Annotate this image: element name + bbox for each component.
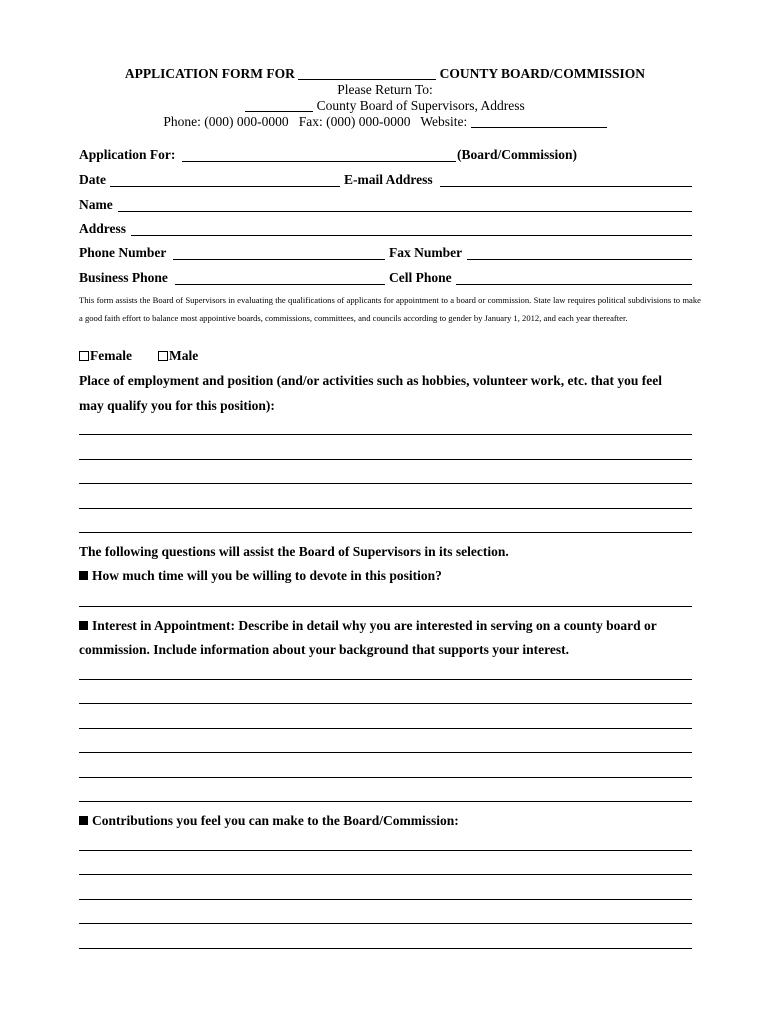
interest-question-line1 bbox=[79, 618, 657, 634]
phone-text: Phone: (000) 000-0000 bbox=[163, 114, 289, 129]
phone-number-field[interactable] bbox=[173, 259, 385, 260]
bullet-square-icon bbox=[79, 816, 88, 825]
gender-female-option[interactable] bbox=[79, 348, 132, 364]
contributions-question-text: Contributions you feel you can make to the Board/Commission: bbox=[92, 813, 459, 828]
form-title-prefix: APPLICATION FORM FOR bbox=[124, 66, 295, 81]
bullet-square-icon bbox=[79, 571, 88, 580]
fax-number-field[interactable] bbox=[467, 259, 692, 260]
contributions-answer-line[interactable] bbox=[79, 923, 692, 924]
employment-prompt-line2: may qualify you for this position): bbox=[79, 398, 275, 413]
contact-line bbox=[0, 114, 770, 130]
fax-text: Fax: (000) 000-0000 bbox=[298, 114, 411, 129]
gender-male-option[interactable] bbox=[158, 348, 198, 364]
cell-phone-label: Cell Phone bbox=[389, 270, 452, 285]
contributions-answer-line[interactable] bbox=[79, 948, 692, 949]
name-field[interactable] bbox=[118, 211, 692, 212]
bullet-square-icon bbox=[79, 621, 88, 630]
male-label: Male bbox=[169, 348, 199, 363]
return-address-line bbox=[0, 98, 770, 114]
email-label: E-mail Address bbox=[344, 172, 433, 187]
address-label: Address bbox=[79, 221, 127, 236]
fax-number-label: Fax Number bbox=[389, 245, 463, 260]
interest-answer-line[interactable] bbox=[79, 777, 692, 778]
name-label: Name bbox=[79, 197, 113, 212]
form-title bbox=[0, 66, 770, 82]
contributions-question bbox=[79, 813, 459, 829]
email-field[interactable] bbox=[440, 186, 692, 187]
interest-answer-line[interactable] bbox=[79, 752, 692, 753]
employment-answer-line[interactable] bbox=[79, 532, 692, 533]
cell-phone-field[interactable] bbox=[456, 284, 692, 285]
address-field[interactable] bbox=[131, 235, 692, 236]
phone-number-label: Phone Number bbox=[79, 245, 167, 260]
form-title-suffix: COUNTY BOARD/COMMISSION bbox=[439, 66, 646, 81]
interest-answer-line[interactable] bbox=[79, 801, 692, 802]
business-phone-label: Business Phone bbox=[79, 270, 168, 285]
female-label: Female bbox=[90, 348, 132, 363]
time-question-text: How much time will you be willing to devote in this position? bbox=[92, 568, 442, 583]
time-question bbox=[79, 568, 442, 584]
employment-answer-line[interactable] bbox=[79, 508, 692, 509]
website-field[interactable] bbox=[471, 127, 607, 128]
board-commission-label: (Board/Commission) bbox=[457, 147, 578, 162]
male-checkbox[interactable] bbox=[158, 351, 168, 361]
county-name-field[interactable] bbox=[298, 79, 436, 80]
employment-answer-line[interactable] bbox=[79, 459, 692, 460]
interest-question-text: Interest in Appointment: Describe in detail why you are interested in serving on a county board or bbox=[92, 618, 657, 633]
female-checkbox[interactable] bbox=[79, 351, 89, 361]
county-return-field[interactable] bbox=[245, 111, 313, 112]
employment-prompt-line1: Place of employment and position (and/or activities such as hobbies, volunteer work, etc. that you feel bbox=[79, 373, 662, 388]
interest-answer-line[interactable] bbox=[79, 703, 692, 704]
date-label: Date bbox=[79, 172, 106, 187]
contributions-answer-line[interactable] bbox=[79, 899, 692, 900]
interest-question-line2: commission. Include information about your background that supports your interest. bbox=[79, 642, 569, 657]
employment-answer-line[interactable] bbox=[79, 483, 692, 484]
contributions-answer-line[interactable] bbox=[79, 850, 692, 851]
application-for-field[interactable] bbox=[182, 161, 456, 162]
time-answer-line[interactable] bbox=[79, 606, 692, 607]
contributions-answer-line[interactable] bbox=[79, 874, 692, 875]
return-to-label: Please Return To: bbox=[337, 82, 433, 97]
application-for-label: Application For: bbox=[79, 147, 176, 162]
website-label: Website: bbox=[420, 114, 468, 129]
interest-answer-line[interactable] bbox=[79, 679, 692, 680]
gender-balance-notice: This form assists the Board of Supervisors in evaluating the qualifications of applicants for appointment to a board or commission. State law requires political subdivisions to make a good faith effort to balance most appointive boards, commissions, committees, and councils according to gender by January 1, 2012, and each year thereafter. bbox=[79, 295, 701, 323]
questions-intro: The following questions will assist the Board of Supervisors in its selection. bbox=[79, 544, 509, 559]
employment-answer-line[interactable] bbox=[79, 434, 692, 435]
date-field[interactable] bbox=[110, 186, 340, 187]
interest-answer-line[interactable] bbox=[79, 728, 692, 729]
return-address-text: County Board of Supervisors, Address bbox=[316, 98, 525, 113]
business-phone-field[interactable] bbox=[175, 284, 385, 285]
